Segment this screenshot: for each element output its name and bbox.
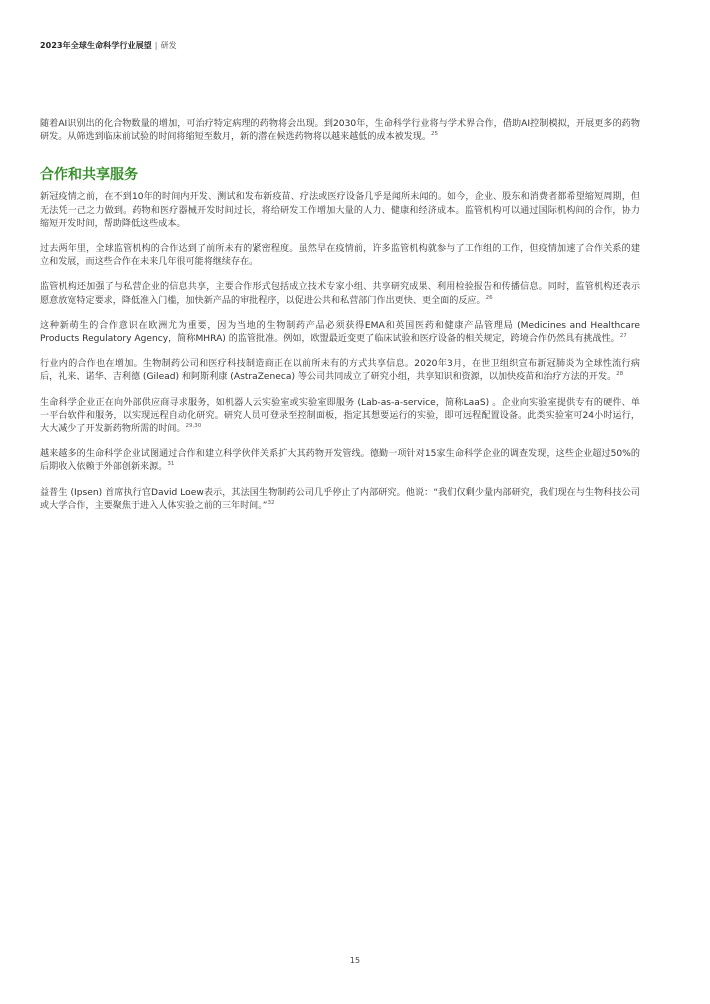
intro-paragraph (40, 118, 640, 144)
intro-text: 随着AI识别出的化合物数量的增加，可治疗特定病理的药物将会出现。到2030年，生命科学行业将与学术界合作，借助AI控制模拟，开展更多的药物研发。从筛选到临床前试验的时间将缩短至数月，新的潜在候选药物将以越来越低的成本被发现。 (40, 119, 640, 143)
paragraph-4 (40, 320, 640, 346)
section-heading: 合作和共享服务 (40, 167, 138, 184)
paragraph-text: 过去两年里，全球监管机构的合作达到了前所未有的紧密程度。虽然早在疫情前，许多监管机构就参与了工作组的工作，但疫情加速了合作关系的建立和发展，而这些合作在未来几年很可能将继续存在。 (40, 244, 640, 268)
paragraph-text: 生命科学企业正在向外部供应商寻求服务，如机器人云实验室或实验室即服务 (Lab-as-a-service，简称LaaS) 。企业向实验室提供专有的硬件、单一平台软件和服务，以实现远程自动化研究。研究人员可登录至控制面板，指定其想要运行的实验，即可远程配置设备。此类实验室可24小时运行，大大减少了开发新药物所需的时间。 (40, 397, 640, 435)
paragraph-6 (40, 397, 640, 437)
paragraph-5 (40, 358, 640, 384)
paragraph-1 (40, 191, 640, 231)
footnote-ref: 25 (431, 131, 439, 138)
footnote-ref: 32 (267, 499, 275, 506)
footnote-ref: 27 (619, 333, 627, 340)
footnote-ref: 26 (485, 294, 493, 301)
paragraph-text: 益普生 (Ipsen) 首席执行官David Loew表示，其法国生物制药公司几乎停止了内部研究。他说：“我们仅剩少量内部研究，我们现在与生物科技公司或大学合作，主要聚焦于进入人体实验之前的三年时间。” (40, 487, 640, 511)
report-title: 2023年全球生命科学行业展望 (40, 41, 152, 50)
paragraph-text: 这种新萌生的合作意识在欧洲尤为重要，因为当地的生物制药产品必须获得EMA和英国医药和健康产品管理局 (Medicines and Healthcare Products Regulatory Agency，简称MHRA) 的监管批准。例如，欧盟最近变更了临床试验和医疗设备的相关规定，跨境合作仍然具有挑战性。 (40, 320, 640, 345)
paragraph-8 (40, 487, 640, 513)
paragraph-3 (40, 281, 640, 307)
paragraph-text: 新冠疫情之前，在不到10年的时间内开发、测试和发布新疫苗、疗法或医疗设备几乎是闻所未闻的。如今，企业、股东和消费者都希望缩短周期，但无法凭一己之力做到。药物和医疗器械开发时间过长，将给研发工作增加大量的人力、健康和经济成本。监管机构可以通过国际机构间的合作，协力缩短开发时间，帮助降低这些成本。 (40, 192, 640, 229)
paragraph-text: 越来越多的生命科学企业试图通过合作和建立科学伙伴关系扩大其药物开发管线。德勤一项针对15家生命科学企业的调查发现，这些企业超过50%的后期收入依赖于外部创新来源。 (40, 449, 640, 473)
page-number: 15 (349, 956, 361, 965)
footnote-ref: 28 (616, 371, 624, 378)
paragraph-text: 行业内的合作也在增加。生物制药公司和医疗科技制造商正在以前所未有的方式共享信息。2020年3月，在世卫组织宣布新冠肺炎为全球性流行病后，礼来、诺华、吉利德 (Gilead) 和阿斯利康 (AstraZeneca) 等公司共同成立了研究小组，共享知识和资源，以加快疫苗和治疗方法的开发。 (40, 359, 640, 383)
header-separator: | (154, 41, 158, 50)
main-content (40, 118, 640, 513)
page-header (40, 40, 177, 51)
paragraph-7 (40, 448, 640, 474)
paragraph-2 (40, 243, 640, 269)
section-name: 研发 (160, 41, 177, 50)
paragraph-text: 监管机构还加强了与私营企业的信息共享，主要合作形式包括成立技术专家小组、共享研究成果、利用检验报告和传播信息。同时，监管机构还表示愿意放宽特定要求，降低准入门槛，加快新产品的审批程序，以促进公共和私营部门作出更快、更全面的反应。 (40, 282, 640, 306)
footnote-ref: 31 (167, 461, 175, 468)
footnote-ref: 29,30 (185, 423, 202, 430)
